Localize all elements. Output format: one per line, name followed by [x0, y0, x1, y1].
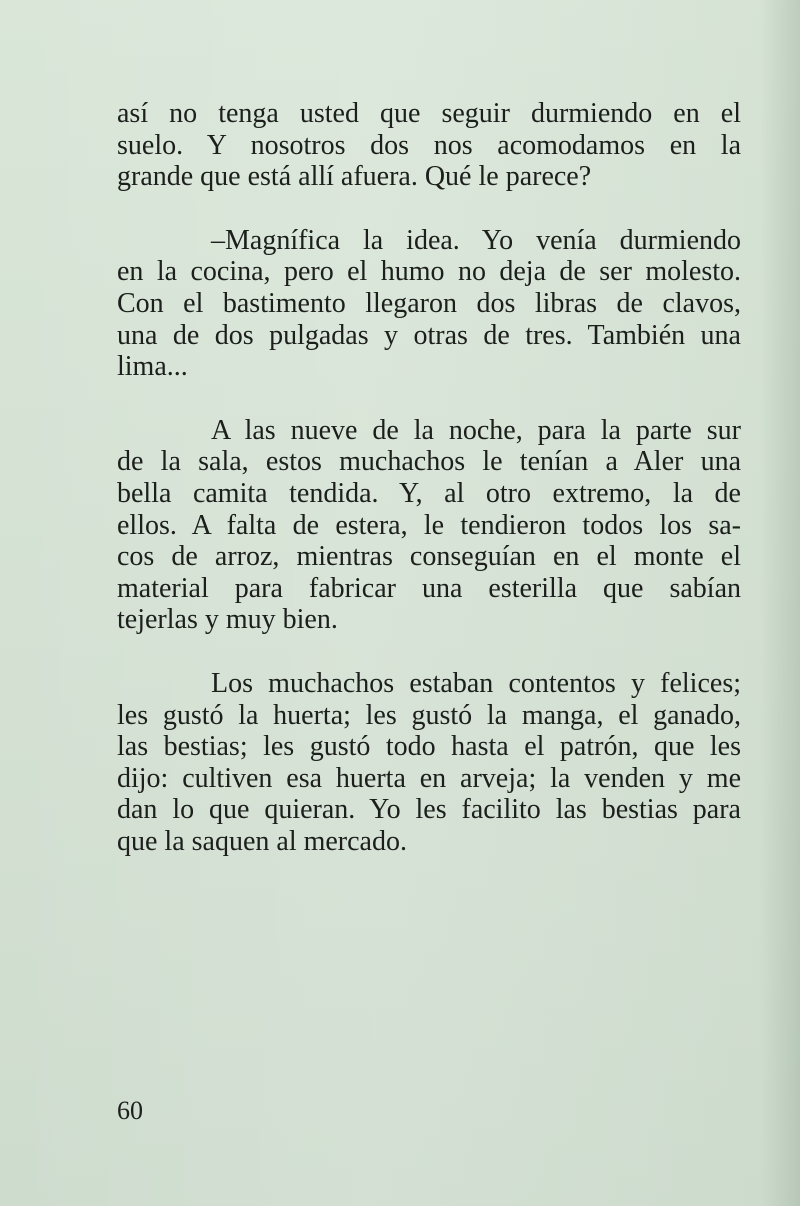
paragraph-gap [117, 193, 741, 225]
text-line: de la sala, estos muchachos le tenían a Aler una [117, 446, 741, 478]
text-line: dan lo que quieran. Yo les facilito las bestias para [117, 794, 741, 826]
text-line: Los muchachos estaban contentos y felices; [211, 667, 741, 699]
body-text [117, 98, 741, 857]
text-line: así no tenga usted que seguir durmiendo en el [117, 98, 741, 129]
paragraph-4 [117, 668, 741, 858]
text-line: material para fabricar una esterilla que sabían [117, 572, 741, 604]
text-line: suelo. Y nosotros dos nos acomodamos en la [117, 129, 741, 161]
text-line: que la saquen al mercado. [117, 825, 407, 857]
text-line: ellos. A falta de estera, le tendieron todos los sa- [117, 509, 741, 541]
paragraph-gap [117, 383, 741, 415]
text-line: cos de arroz, mientras conseguían en el monte el [117, 541, 741, 573]
text-line: las bestias; les gustó todo hasta el patrón, que les [117, 731, 741, 763]
paragraph-1 [117, 98, 741, 193]
paragraph-2 [117, 225, 741, 383]
text-line: grande que está allí afuera. Qué le parece? [117, 161, 592, 193]
page-number: 60 [117, 1096, 143, 1125]
text-line: lima... [117, 351, 188, 383]
text-line: –Magnífica la idea. Yo venía durmiendo [211, 224, 741, 256]
paragraph-3 [117, 415, 741, 636]
text-line: les gustó la huerta; les gustó la manga, el ganado, [117, 699, 741, 731]
page-edge-shadow [760, 0, 800, 1206]
text-line: Con el bastimento llegaron dos libras de clavos, [117, 287, 741, 319]
text-line: dijo: cultiven esa huerta en arveja; la venden y me [117, 762, 741, 794]
text-line: en la cocina, pero el humo no deja de ser molesto. [117, 256, 741, 288]
text-line: bella camita tendida. Y, al otro extremo, la de [117, 477, 741, 509]
text-line: tejerlas y muy bien. [117, 604, 338, 636]
text-line: A las nueve de la noche, para la parte sur [211, 414, 741, 446]
text-line: una de dos pulgadas y otras de tres. También una [117, 319, 741, 351]
paragraph-gap [117, 636, 741, 668]
